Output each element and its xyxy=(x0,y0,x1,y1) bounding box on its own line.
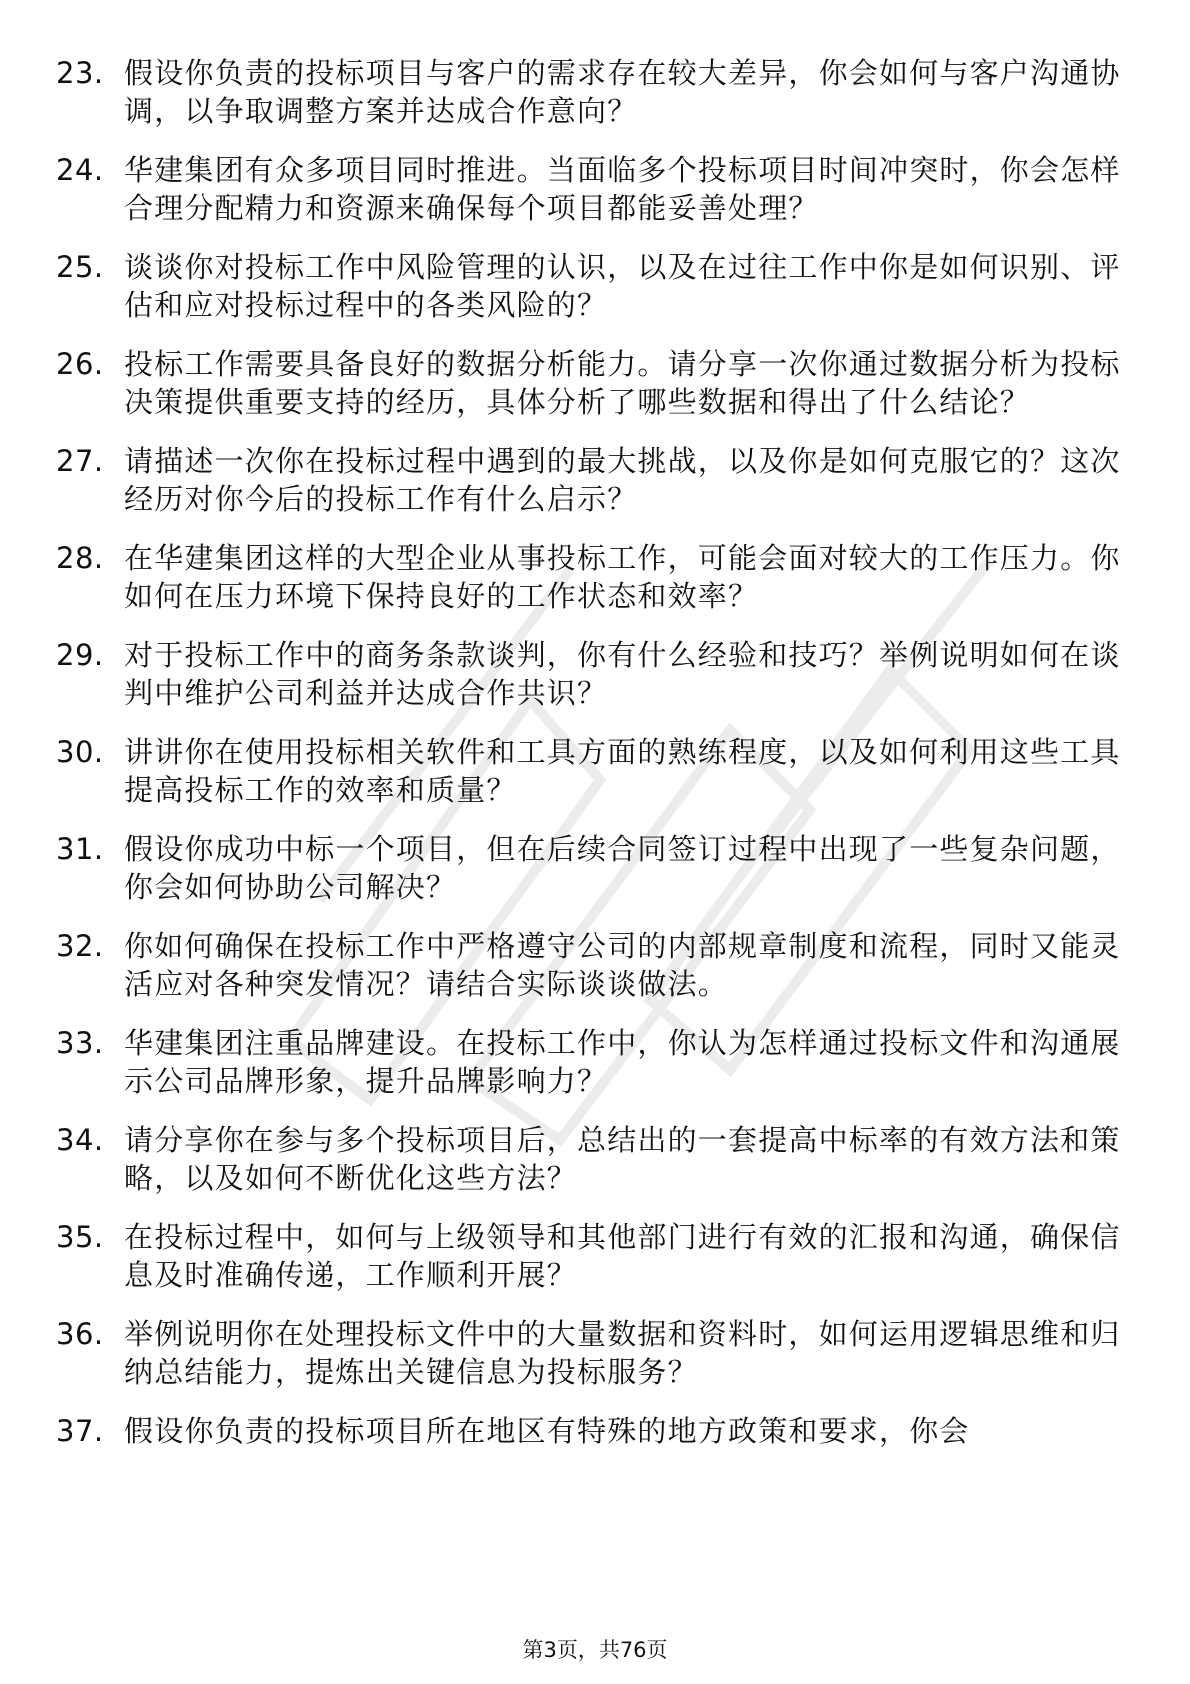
question-item xyxy=(56,248,1136,324)
question-text: 请描述一次你在投标过程中遇到的最大挑战，以及你是如何克服它的？这次经历对你今后的投标工作有什么启示？ xyxy=(124,444,1121,516)
question-text: 华建集团有众多项目同时推进。当面临多个投标项目时间冲突时，你会怎样合理分配精力和资源来确保每个项目都能妥善处理？ xyxy=(124,153,1121,225)
question-text: 对于投标工作中的商务条款谈判，你有什么经验和技巧？举例说明如何在谈判中维护公司利益并达成合作共识？ xyxy=(124,638,1121,710)
question-item xyxy=(56,1121,1136,1197)
page-footer: 第3页，共76页 xyxy=(522,1638,668,1662)
question-text: 投标工作需要具备良好的数据分析能力。请分享一次你通过数据分析为投标决策提供重要支持的经历，具体分析了哪些数据和得出了什么结论？ xyxy=(124,347,1121,419)
question-number: 34. xyxy=(56,1123,104,1157)
question-item xyxy=(56,636,1136,712)
question-number: 31. xyxy=(56,832,104,866)
question-item xyxy=(56,539,1136,615)
question-text: 在华建集团这样的大型企业从事投标工作，可能会面对较大的工作压力。你如何在压力环境下保持良好的工作状态和效率？ xyxy=(124,541,1121,613)
question-text: 举例说明你在处理投标文件中的大量数据和资料时，如何运用逻辑思维和归纳总结能力，提炼出关键信息为投标服务？ xyxy=(124,1317,1121,1389)
question-item xyxy=(56,442,1136,518)
question-text: 假设你负责的投标项目与客户的需求存在较大差异，你会如何与客户沟通协调，以争取调整方案并达成合作意向？ xyxy=(124,56,1121,128)
question-number: 35. xyxy=(56,1220,104,1254)
question-list xyxy=(56,54,1136,1471)
question-item xyxy=(56,1412,1136,1450)
question-number: 37. xyxy=(56,1414,104,1448)
question-text: 在投标过程中，如何与上级领导和其他部门进行有效的汇报和沟通，确保信息及时准确传递，工作顺利开展？ xyxy=(124,1220,1121,1292)
question-item xyxy=(56,151,1136,227)
question-text: 你如何确保在投标工作中严格遵守公司的内部规章制度和流程，同时又能灵活应对各种突发情况？请结合实际谈谈做法。 xyxy=(124,929,1121,1001)
question-text: 华建集团注重品牌建设。在投标工作中，你认为怎样通过投标文件和沟通展示公司品牌形象，提升品牌影响力？ xyxy=(124,1026,1121,1098)
question-text: 谈谈你对投标工作中风险管理的认识，以及在过往工作中你是如何识别、评估和应对投标过程中的各类风险的？ xyxy=(124,250,1121,322)
question-text: 假设你负责的投标项目所在地区有特殊的地方政策和要求，你会 xyxy=(124,1414,970,1448)
question-number: 26. xyxy=(56,347,104,381)
question-number: 33. xyxy=(56,1026,104,1060)
question-number: 23. xyxy=(56,56,104,90)
question-number: 36. xyxy=(56,1317,104,1351)
question-item xyxy=(56,1315,1136,1391)
question-number: 32. xyxy=(56,929,104,963)
question-item xyxy=(56,733,1136,809)
question-item xyxy=(56,54,1136,130)
question-number: 24. xyxy=(56,153,104,187)
question-text: 假设你成功中标一个项目，但在后续合同签订过程中出现了一些复杂问题，你会如何协助公司解决？ xyxy=(124,832,1121,904)
question-number: 25. xyxy=(56,250,104,284)
question-item xyxy=(56,345,1136,421)
question-text: 请分享你在参与多个投标项目后，总结出的一套提高中标率的有效方法和策略，以及如何不断优化这些方法？ xyxy=(124,1123,1121,1195)
question-number: 28. xyxy=(56,541,104,575)
question-item xyxy=(56,927,1136,1003)
question-number: 27. xyxy=(56,444,104,478)
question-item xyxy=(56,1024,1136,1100)
question-number: 29. xyxy=(56,638,104,672)
question-number: 30. xyxy=(56,735,104,769)
question-item xyxy=(56,830,1136,906)
question-text: 讲讲你在使用投标相关软件和工具方面的熟练程度，以及如何利用这些工具提高投标工作的效率和质量？ xyxy=(124,735,1121,807)
question-item xyxy=(56,1218,1136,1294)
